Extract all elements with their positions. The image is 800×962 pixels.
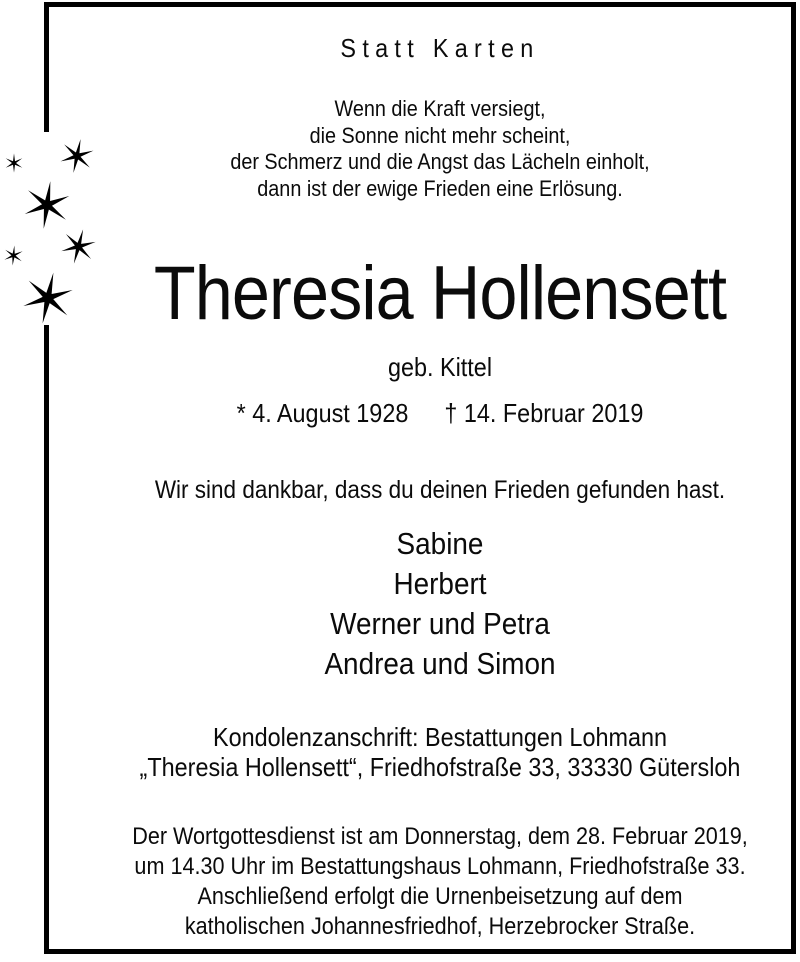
poem-line: Wenn die Kraft versiegt,: [334, 96, 546, 121]
service-line: Der Wortgottesdienst ist am Donnerstag, dem 28. Februar 2019,: [132, 823, 748, 850]
star-icon: [16, 266, 80, 330]
poem-line: die Sonne nicht mehr scheint,: [309, 122, 571, 148]
deceased-name: Theresia Hollensett: [153, 251, 727, 336]
condolence-address: [116, 722, 764, 782]
star-icon: [4, 153, 24, 173]
mourners-list: [116, 524, 764, 684]
service-line: Anschließend erfolgt die Urnenbeisetzung auf dem: [197, 883, 683, 910]
condolence-line: Kondolenzanschrift: Bestattungen Lohmann: [212, 722, 668, 752]
statt-karten-heading: Statt Karten: [340, 33, 540, 63]
poem-line: dann ist der ewige Frieden eine Erlösung.: [257, 175, 623, 201]
service-info: [116, 822, 764, 942]
mourner-name: Andrea und Simon: [324, 646, 556, 681]
condolence-line: „Theresia Hollensett“, Friedhofstraße 33, 33330 Gütersloh: [139, 752, 741, 782]
birth-date: * 4. August 1928: [236, 398, 409, 428]
mourner-name: Sabine: [396, 526, 484, 561]
death-date: † 14. Februar 2019: [444, 398, 644, 428]
star-icon: [2, 244, 25, 267]
notice-content: [116, 0, 764, 962]
service-line: um 14.30 Uhr im Bestattungshaus Lohmann, Friedhofstraße 33.: [134, 853, 746, 880]
mourner-name: Herbert: [393, 566, 487, 601]
life-dates: [116, 398, 764, 429]
service-line: katholischen Johannesfriedhof, Herzebrocker Straße.: [184, 913, 696, 940]
gratitude-line: Wir sind dankbar, dass du deinen Frieden gefunden hast.: [154, 476, 726, 504]
poem-line: der Schmerz und die Angst das Lächeln einholt,: [230, 149, 650, 174]
star-icon: [56, 135, 99, 178]
maiden-name: geb. Kittel: [387, 352, 493, 382]
poem: [116, 96, 764, 202]
mourner-name: Werner und Petra: [330, 606, 550, 641]
